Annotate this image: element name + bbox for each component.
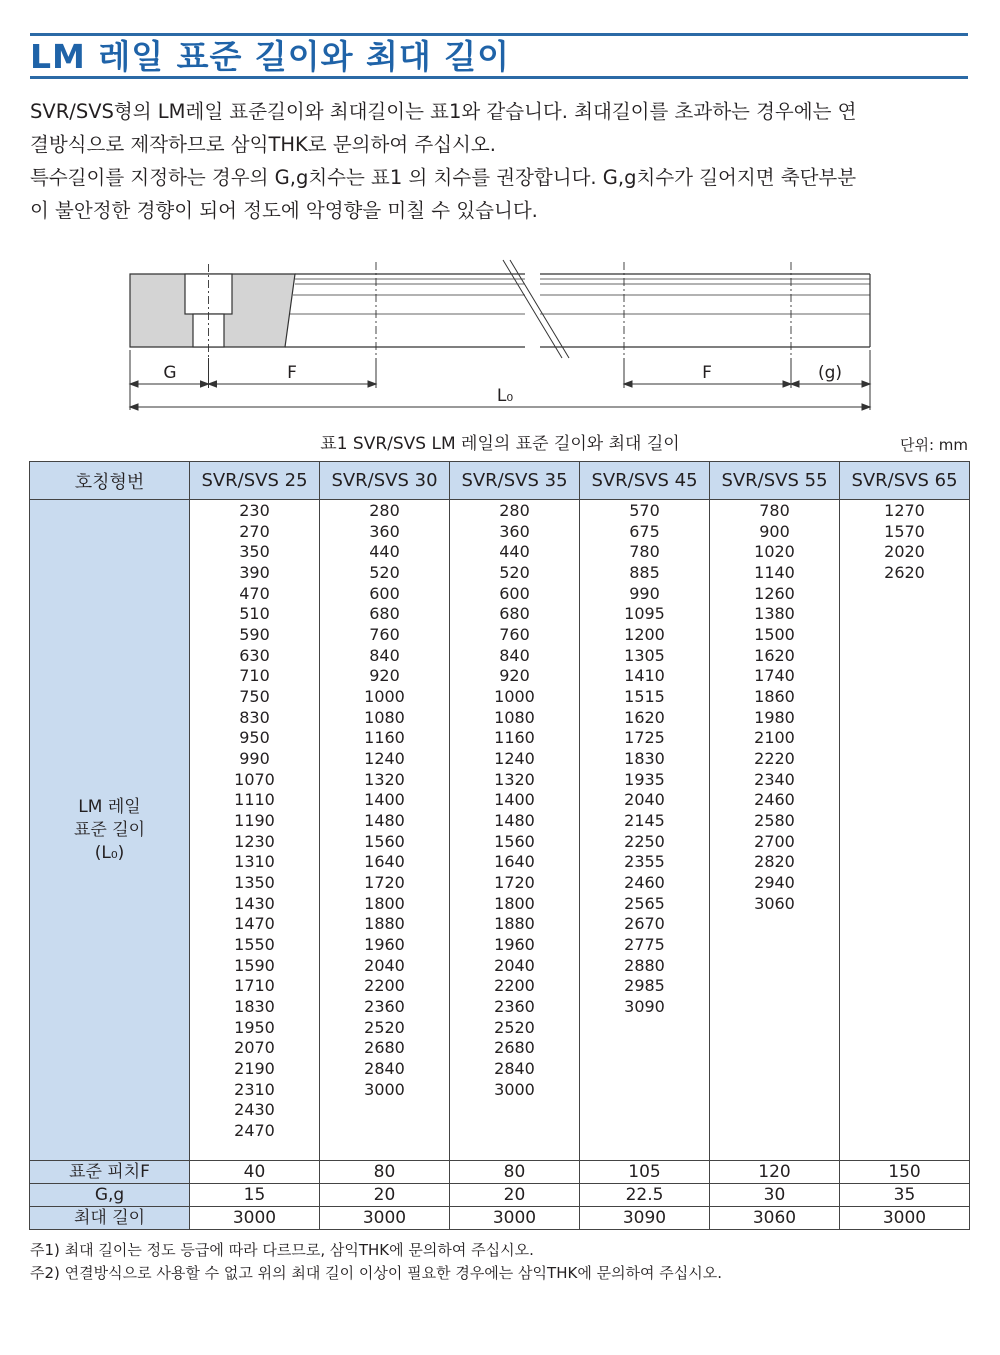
length-list — [450, 500, 579, 1100]
pitch-row — [30, 1161, 970, 1184]
length-cell — [840, 500, 970, 1161]
length-value: 2520 — [364, 1017, 405, 1037]
gg-value: 20 — [450, 1184, 580, 1207]
length-value: 1020 — [754, 542, 795, 562]
length-value: 520 — [369, 563, 400, 583]
length-value: 2145 — [624, 811, 665, 831]
length-value: 1710 — [234, 976, 275, 996]
length-value: 2670 — [624, 914, 665, 934]
footnote-2: 주2) 연결방식으로 사용할 수 없고 위의 최대 길이 이상이 필요한 경우에는 삼익THK에 문의하여 주십시오. — [30, 1264, 723, 1282]
length-value: 2100 — [754, 728, 795, 748]
length-value: 1480 — [364, 811, 405, 831]
max-length-label: 최대 길이 — [30, 1207, 190, 1230]
intro-paragraph-2 — [30, 161, 970, 227]
length-value: 920 — [499, 666, 530, 686]
length-value: 3090 — [624, 997, 665, 1017]
length-value: 990 — [629, 583, 660, 603]
length-value: 570 — [629, 501, 660, 520]
length-value: 1740 — [754, 666, 795, 686]
length-value: 470 — [239, 583, 270, 603]
length-value: 2430 — [234, 1100, 275, 1120]
length-value: 1830 — [624, 749, 665, 769]
title-rule-top — [30, 33, 968, 36]
pitch-label: 표준 피치F — [30, 1161, 190, 1184]
length-value: 2985 — [624, 976, 665, 996]
length-value: 600 — [499, 583, 530, 603]
dim-label-g: (g) — [817, 363, 843, 383]
label-line: 표준 길이 — [73, 819, 146, 840]
length-value: 2840 — [494, 1059, 535, 1079]
rail-end-block — [130, 264, 295, 358]
length-cell — [320, 500, 450, 1161]
length-value: 590 — [239, 625, 270, 645]
length-value: 1470 — [234, 914, 275, 934]
length-value: 280 — [499, 501, 530, 520]
gg-label: G,g — [30, 1184, 190, 1207]
length-value: 390 — [239, 563, 270, 583]
dim-label-F-left: F — [287, 363, 297, 383]
length-cell — [710, 500, 840, 1161]
length-value: 990 — [239, 749, 270, 769]
length-value: 2020 — [884, 542, 925, 562]
length-value: 840 — [369, 645, 400, 665]
length-value: 2310 — [234, 1079, 275, 1099]
rail-length-table — [29, 461, 970, 1230]
length-value: 1095 — [624, 604, 665, 624]
length-value: 1080 — [494, 707, 535, 727]
intro-paragraph-1 — [30, 95, 970, 161]
pitch-value: 120 — [710, 1161, 840, 1184]
length-value: 680 — [499, 604, 530, 624]
pitch-value: 80 — [320, 1161, 450, 1184]
length-value: 675 — [629, 521, 660, 541]
intro-p2-line1: 특수길이를 지정하는 경우의 G,g치수는 표1 의 치수를 권장합니다. G,g치수가 길어지면 축단부분 — [30, 166, 857, 189]
dim-label-L0: L₀ — [496, 386, 514, 406]
length-value: 1240 — [494, 749, 535, 769]
max-length-value: 3000 — [840, 1207, 970, 1230]
length-value: 600 — [369, 583, 400, 603]
length-value: 630 — [239, 645, 270, 665]
length-value: 1950 — [234, 1017, 275, 1037]
max-length-value: 3090 — [580, 1207, 710, 1230]
length-value: 900 — [759, 521, 790, 541]
length-value: 2840 — [364, 1059, 405, 1079]
length-value: 1725 — [624, 728, 665, 748]
length-value: 1400 — [364, 790, 405, 810]
length-value: 1720 — [364, 873, 405, 893]
intro-p2-line2: 이 불안정한 경향이 되어 정도에 악영향을 미칠 수 있습니다. — [30, 199, 538, 222]
length-value: 1140 — [754, 563, 795, 583]
length-value: 2040 — [364, 955, 405, 975]
gg-value: 22.5 — [580, 1184, 710, 1207]
length-value: 760 — [369, 625, 400, 645]
header-model: SVR/SVS 65 — [840, 462, 970, 500]
length-value: 1310 — [234, 852, 275, 872]
max-length-value: 3060 — [710, 1207, 840, 1230]
length-value: 2470 — [234, 1121, 275, 1141]
length-value: 1410 — [624, 666, 665, 686]
length-value: 1640 — [494, 852, 535, 872]
length-value: 1640 — [364, 852, 405, 872]
length-value: 2620 — [884, 563, 925, 583]
length-list — [320, 500, 449, 1100]
length-value: 1880 — [364, 914, 405, 934]
length-value: 1620 — [754, 645, 795, 665]
length-value: 1320 — [364, 769, 405, 789]
length-value: 2040 — [494, 955, 535, 975]
pitch-value: 80 — [450, 1161, 580, 1184]
length-value: 1800 — [364, 893, 405, 913]
length-value: 520 — [499, 563, 530, 583]
page-title: LM 레일 표준 길이와 최대 길이 — [30, 37, 510, 76]
length-value: 2340 — [754, 769, 795, 789]
intro-p1-line2: 결방식으로 제작하므로 삼익THK로 문의하여 주십시오. — [30, 133, 496, 156]
length-value: 2520 — [494, 1017, 535, 1037]
length-value: 1500 — [754, 625, 795, 645]
length-value: 750 — [239, 687, 270, 707]
dim-label-G: G — [163, 363, 177, 383]
length-value: 2700 — [754, 831, 795, 851]
length-value: 1070 — [234, 769, 275, 789]
gg-value: 35 — [840, 1184, 970, 1207]
length-value: 360 — [369, 521, 400, 541]
length-value: 2190 — [234, 1059, 275, 1079]
length-value: 2040 — [624, 790, 665, 810]
length-value: 760 — [499, 625, 530, 645]
length-list — [840, 500, 969, 584]
length-value: 1000 — [494, 687, 535, 707]
length-value: 1550 — [234, 935, 275, 955]
length-value: 1960 — [494, 935, 535, 955]
length-list — [580, 500, 709, 1018]
length-cell — [190, 500, 320, 1161]
length-value: 3000 — [494, 1079, 535, 1099]
length-value: 1230 — [234, 831, 275, 851]
max-length-row — [30, 1207, 970, 1230]
length-value: 270 — [239, 521, 270, 541]
pitch-value: 105 — [580, 1161, 710, 1184]
length-value: 440 — [499, 542, 530, 562]
header-model-label: 호칭형번 — [30, 462, 190, 500]
length-value: 2820 — [754, 852, 795, 872]
length-value: 1560 — [364, 831, 405, 851]
length-value: 2360 — [364, 997, 405, 1017]
length-value: 230 — [239, 501, 270, 520]
length-value: 1260 — [754, 583, 795, 603]
length-value: 1000 — [364, 687, 405, 707]
length-value: 510 — [239, 604, 270, 624]
length-value: 280 — [369, 501, 400, 520]
length-value: 2880 — [624, 955, 665, 975]
length-value: 1380 — [754, 604, 795, 624]
length-value: 950 — [239, 728, 270, 748]
length-value: 1720 — [494, 873, 535, 893]
length-value: 2220 — [754, 749, 795, 769]
length-value: 1400 — [494, 790, 535, 810]
label-line: LM 레일 — [78, 796, 141, 817]
length-value: 1350 — [234, 873, 275, 893]
length-value: 1880 — [494, 914, 535, 934]
length-value: 2460 — [754, 790, 795, 810]
length-value: 2565 — [624, 893, 665, 913]
length-value: 780 — [759, 501, 790, 520]
length-value: 1620 — [624, 707, 665, 727]
length-value: 1270 — [884, 501, 925, 520]
length-value: 350 — [239, 542, 270, 562]
length-value: 1935 — [624, 769, 665, 789]
length-value: 1980 — [754, 707, 795, 727]
length-value: 920 — [369, 666, 400, 686]
length-value: 1830 — [234, 997, 275, 1017]
length-value: 830 — [239, 707, 270, 727]
length-value: 2250 — [624, 831, 665, 851]
header-model: SVR/SVS 35 — [450, 462, 580, 500]
length-value: 1200 — [624, 625, 665, 645]
max-length-value: 3000 — [450, 1207, 580, 1230]
length-value: 1960 — [364, 935, 405, 955]
header-model: SVR/SVS 55 — [710, 462, 840, 500]
length-value: 2940 — [754, 873, 795, 893]
label-line: (L₀) — [94, 842, 125, 863]
length-cell — [580, 500, 710, 1161]
length-value: 1590 — [234, 955, 275, 975]
gg-row — [30, 1184, 970, 1207]
header-model: SVR/SVS 25 — [190, 462, 320, 500]
length-value: 2580 — [754, 811, 795, 831]
length-value: 885 — [629, 563, 660, 583]
length-value: 1080 — [364, 707, 405, 727]
length-value: 1430 — [234, 893, 275, 913]
pitch-value: 40 — [190, 1161, 320, 1184]
length-value: 1305 — [624, 645, 665, 665]
length-value: 440 — [369, 542, 400, 562]
intro-p1-line1: SVR/SVS형의 LM레일 표준길이와 최대길이는 표1와 같습니다. 최대길이를 초과하는 경우에는 연 — [30, 100, 857, 123]
length-value: 2775 — [624, 935, 665, 955]
length-value: 1320 — [494, 769, 535, 789]
length-value: 1240 — [364, 749, 405, 769]
length-value: 780 — [629, 542, 660, 562]
length-value: 2680 — [364, 1038, 405, 1058]
length-value: 1190 — [234, 811, 275, 831]
rail-body — [285, 260, 870, 358]
max-length-value: 3000 — [190, 1207, 320, 1230]
length-value: 1800 — [494, 893, 535, 913]
pitch-value: 150 — [840, 1161, 970, 1184]
header-model: SVR/SVS 45 — [580, 462, 710, 500]
length-value: 840 — [499, 645, 530, 665]
length-value: 2355 — [624, 852, 665, 872]
length-value: 2360 — [494, 997, 535, 1017]
length-value: 1480 — [494, 811, 535, 831]
header-model: SVR/SVS 30 — [320, 462, 450, 500]
length-list — [190, 500, 319, 1142]
length-value: 2680 — [494, 1038, 535, 1058]
length-value: 2200 — [494, 976, 535, 996]
length-list — [710, 500, 839, 914]
length-value: 3060 — [754, 893, 795, 913]
length-value: 710 — [239, 666, 270, 686]
table-header-row — [30, 462, 970, 500]
rail-length-diagram — [100, 250, 900, 415]
table-caption: 표1 SVR/SVS LM 레일의 표준 길이와 최대 길이 — [320, 434, 680, 454]
gg-value: 20 — [320, 1184, 450, 1207]
length-value: 1160 — [364, 728, 405, 748]
table-unit: 단위: mm — [899, 436, 968, 454]
gg-value: 15 — [190, 1184, 320, 1207]
title-rule-bottom — [30, 76, 968, 79]
length-value: 1160 — [494, 728, 535, 748]
length-value: 2200 — [364, 976, 405, 996]
length-value: 3000 — [364, 1079, 405, 1099]
length-value: 1515 — [624, 687, 665, 707]
standard-length-label — [30, 500, 190, 1161]
dim-label-F-right: F — [702, 363, 712, 383]
standard-length-row — [30, 500, 970, 1161]
length-value: 2070 — [234, 1038, 275, 1058]
length-cell — [450, 500, 580, 1161]
length-value: 680 — [369, 604, 400, 624]
length-value: 1570 — [884, 521, 925, 541]
length-value: 1860 — [754, 687, 795, 707]
length-value: 1560 — [494, 831, 535, 851]
length-value: 360 — [499, 521, 530, 541]
gg-value: 30 — [710, 1184, 840, 1207]
length-value: 1110 — [234, 790, 275, 810]
length-value: 2460 — [624, 873, 665, 893]
max-length-value: 3000 — [320, 1207, 450, 1230]
footnote-1: 주1) 최대 길이는 정도 등급에 따라 다르므로, 삼익THK에 문의하여 주십시오. — [30, 1241, 534, 1259]
